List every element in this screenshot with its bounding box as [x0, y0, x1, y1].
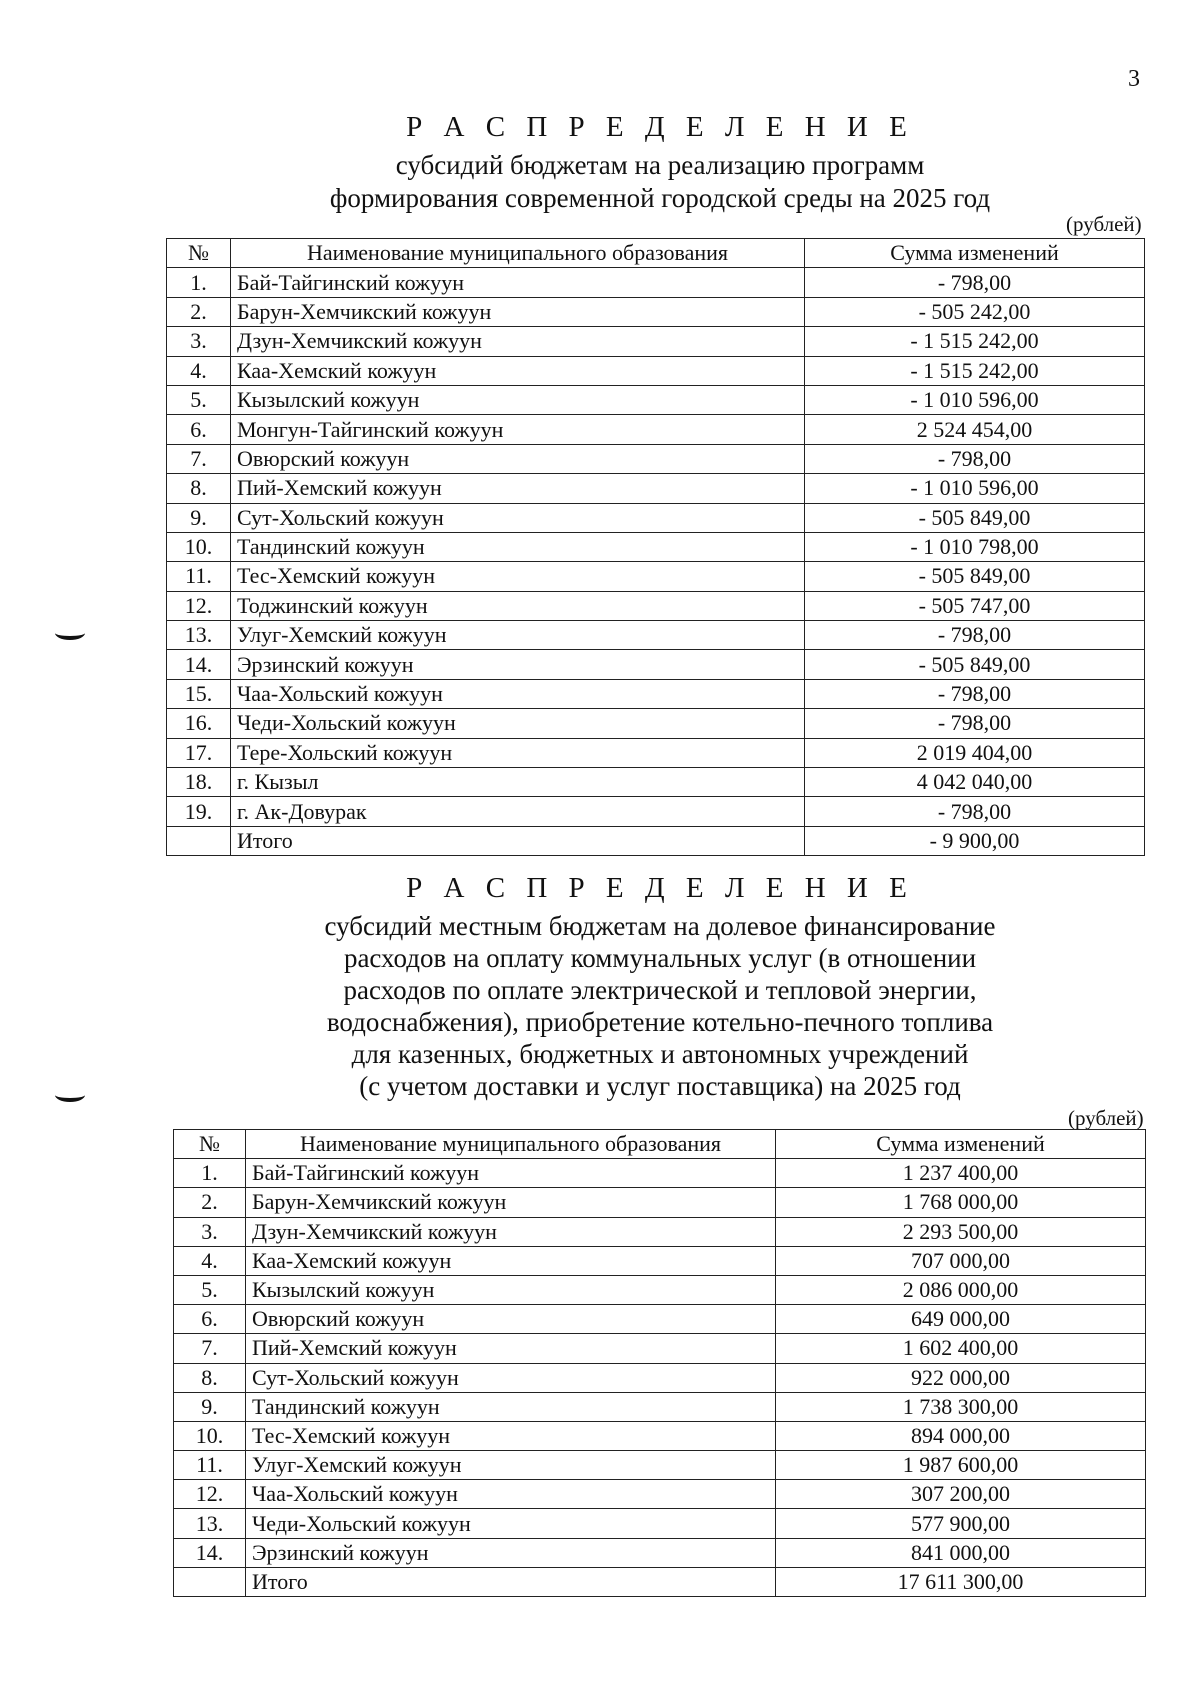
section1-unit-label: (рублей): [1066, 212, 1142, 236]
table-row: [174, 1305, 1146, 1334]
row-number: 4.: [174, 1246, 246, 1275]
row-number: 19.: [167, 797, 231, 826]
row-name: Барун-Хемчикский кожуун: [231, 297, 805, 326]
row-amount: 1 237 400,00: [776, 1159, 1146, 1188]
row-amount: - 1 010 798,00: [805, 532, 1145, 561]
table-row: [167, 797, 1145, 826]
row-amount: - 798,00: [805, 709, 1145, 738]
row-name: Кызылский кожуун: [231, 385, 805, 414]
section2-subtitle-line-6: (с учетом доставки и услуг поставщика) на 2025 год: [359, 1071, 961, 1101]
table-row: [167, 562, 1145, 591]
row-name: Каа-Хемский кожуун: [231, 356, 805, 385]
margin-mark-1: [55, 626, 85, 640]
row-amount: - 1 515 242,00: [805, 327, 1145, 356]
row-number: 10.: [174, 1421, 246, 1450]
section1-subtitle-line-1: субсидий бюджетам на реализацию программ: [395, 150, 925, 180]
row-amount: - 9 900,00: [805, 826, 1145, 855]
row-name: Дзун-Хемчикский кожуун: [246, 1217, 776, 1246]
table-row: [174, 1538, 1146, 1567]
table-row: [174, 1159, 1146, 1188]
row-name: Пий-Хемский кожуун: [231, 474, 805, 503]
row-number: 14.: [174, 1538, 246, 1567]
table-row: [174, 1188, 1146, 1217]
row-amount: - 1 010 596,00: [805, 474, 1145, 503]
table-row: [167, 503, 1145, 532]
section1-subtitle-line-2: формирования современной городской среды на 2025 год: [329, 183, 991, 213]
table-row: [167, 532, 1145, 561]
row-amount: - 798,00: [805, 679, 1145, 708]
row-name: Чеди-Хольский кожуун: [246, 1509, 776, 1538]
section2-subtitle-line-3: расходов по оплате электрической и тепловой энергии,: [343, 975, 977, 1005]
section2-heading: Р А С П Р Е Д Е Л Е Н И Е: [406, 872, 914, 904]
row-number: 3.: [174, 1217, 246, 1246]
row-amount: 894 000,00: [776, 1421, 1146, 1450]
row-number: 18.: [167, 768, 231, 797]
row-amount: 17 611 300,00: [776, 1567, 1146, 1596]
row-name: Тес-Хемский кожуун: [231, 562, 805, 591]
row-number: 3.: [167, 327, 231, 356]
table-row: [167, 444, 1145, 473]
row-number: 1.: [174, 1159, 246, 1188]
row-name: Сут-Хольский кожуун: [246, 1363, 776, 1392]
margin-mark-2: [55, 1088, 85, 1102]
table-row: [174, 1451, 1146, 1480]
row-number: 7.: [174, 1334, 246, 1363]
row-amount: 4 042 040,00: [805, 768, 1145, 797]
section2-subtitle-line-4: водоснабжения), приобретение котельно-печного топлива: [326, 1007, 994, 1037]
section1-header-row: [167, 239, 1145, 268]
row-name: Чаа-Хольский кожуун: [231, 679, 805, 708]
page-number: 3: [1128, 66, 1140, 92]
row-number: 9.: [167, 503, 231, 532]
row-amount: - 798,00: [805, 797, 1145, 826]
section2-header-number: №: [174, 1130, 246, 1159]
table-row: [174, 1480, 1146, 1509]
row-number: 12.: [167, 591, 231, 620]
row-name: Чаа-Хольский кожуун: [246, 1480, 776, 1509]
row-amount: - 505 849,00: [805, 562, 1145, 591]
section1-header-name: Наименование муниципального образования: [231, 239, 805, 268]
row-amount: 649 000,00: [776, 1305, 1146, 1334]
section2-header-row: [174, 1130, 1146, 1159]
row-name: Улуг-Хемский кожуун: [246, 1451, 776, 1480]
row-name: Тандинский кожуун: [231, 532, 805, 561]
table-row: [174, 1421, 1146, 1450]
row-amount: 2 293 500,00: [776, 1217, 1146, 1246]
row-name: г. Кызыл: [231, 768, 805, 797]
row-amount: 922 000,00: [776, 1363, 1146, 1392]
table-row: [167, 385, 1145, 414]
section1-table: [166, 238, 1145, 856]
table-row: [167, 415, 1145, 444]
row-name: Каа-Хемский кожуун: [246, 1246, 776, 1275]
table-row: [167, 474, 1145, 503]
row-number: 2.: [167, 297, 231, 326]
row-amount: 1 602 400,00: [776, 1334, 1146, 1363]
table-row: [174, 1363, 1146, 1392]
table-row: [167, 768, 1145, 797]
row-amount: 577 900,00: [776, 1509, 1146, 1538]
table-row: [167, 297, 1145, 326]
row-amount: - 798,00: [805, 444, 1145, 473]
row-name: Чеди-Хольский кожуун: [231, 709, 805, 738]
table-row: [167, 356, 1145, 385]
row-amount: 1 738 300,00: [776, 1392, 1146, 1421]
section2-subtitle-line-1: субсидий местным бюджетам на долевое финансирование: [324, 911, 996, 941]
row-number: 6.: [167, 415, 231, 444]
row-number: 4.: [167, 356, 231, 385]
row-number: [167, 826, 231, 855]
row-amount: 1 987 600,00: [776, 1451, 1146, 1480]
row-name: Тес-Хемский кожуун: [246, 1421, 776, 1450]
row-amount: - 1 010 596,00: [805, 385, 1145, 414]
row-name: Эрзинский кожуун: [231, 650, 805, 679]
row-number: 1.: [167, 268, 231, 297]
row-name: Итого: [231, 826, 805, 855]
row-number: 11.: [167, 562, 231, 591]
row-number: 8.: [167, 474, 231, 503]
row-amount: 2 019 404,00: [805, 738, 1145, 767]
section1-header-number: №: [167, 239, 231, 268]
row-name: Эрзинский кожуун: [246, 1538, 776, 1567]
row-number: 11.: [174, 1451, 246, 1480]
row-number: 7.: [167, 444, 231, 473]
row-number: 17.: [167, 738, 231, 767]
section2-subtitle-line-2: расходов на оплату коммунальных услуг (в отношении: [343, 943, 977, 973]
row-number: 8.: [174, 1363, 246, 1392]
row-number: 15.: [167, 679, 231, 708]
row-name: Дзун-Хемчикский кожуун: [231, 327, 805, 356]
row-amount: 841 000,00: [776, 1538, 1146, 1567]
row-name: г. Ак-Довурак: [231, 797, 805, 826]
row-name: Кызылский кожуун: [246, 1275, 776, 1304]
table-row: [174, 1275, 1146, 1304]
section2-total-row: [174, 1567, 1146, 1596]
row-number: [174, 1567, 246, 1596]
table-row: [167, 650, 1145, 679]
row-name: Сут-Хольский кожуун: [231, 503, 805, 532]
row-name: Пий-Хемский кожуун: [246, 1334, 776, 1363]
row-name: Монгун-Тайгинский кожуун: [231, 415, 805, 444]
row-name: Барун-Хемчикский кожуун: [246, 1188, 776, 1217]
row-amount: - 505 849,00: [805, 503, 1145, 532]
row-amount: 2 086 000,00: [776, 1275, 1146, 1304]
row-name: Тере-Хольский кожуун: [231, 738, 805, 767]
row-number: 13.: [167, 621, 231, 650]
table-row: [167, 268, 1145, 297]
section1-total-row: [167, 826, 1145, 855]
row-amount: - 505 242,00: [805, 297, 1145, 326]
section1-heading: Р А С П Р Е Д Е Л Е Н И Е: [406, 111, 914, 143]
row-amount: - 505 747,00: [805, 591, 1145, 620]
section2-header-amount: Сумма изменений: [776, 1130, 1146, 1159]
row-number: 13.: [174, 1509, 246, 1538]
table-row: [167, 327, 1145, 356]
row-amount: 2 524 454,00: [805, 415, 1145, 444]
table-row: [174, 1246, 1146, 1275]
section2-header-name: Наименование муниципального образования: [246, 1130, 776, 1159]
row-name: Тандинский кожуун: [246, 1392, 776, 1421]
row-amount: - 798,00: [805, 621, 1145, 650]
table-row: [174, 1392, 1146, 1421]
section1-header-amount: Сумма изменений: [805, 239, 1145, 268]
row-amount: - 798,00: [805, 268, 1145, 297]
row-number: 10.: [167, 532, 231, 561]
row-name: Тоджинский кожуун: [231, 591, 805, 620]
row-name: Улуг-Хемский кожуун: [231, 621, 805, 650]
row-number: 6.: [174, 1305, 246, 1334]
row-amount: - 1 515 242,00: [805, 356, 1145, 385]
row-amount: - 505 849,00: [805, 650, 1145, 679]
row-number: 14.: [167, 650, 231, 679]
row-number: 5.: [167, 385, 231, 414]
row-name: Овюрский кожуун: [231, 444, 805, 473]
section2-subtitle-line-5: для казенных, бюджетных и автономных учреждений: [351, 1039, 969, 1069]
row-number: 9.: [174, 1392, 246, 1421]
table-row: [174, 1217, 1146, 1246]
row-amount: 307 200,00: [776, 1480, 1146, 1509]
section2-unit-label: (рублей): [1068, 1106, 1144, 1130]
table-row: [167, 621, 1145, 650]
table-row: [167, 709, 1145, 738]
row-number: 12.: [174, 1480, 246, 1509]
row-name: Итого: [246, 1567, 776, 1596]
row-name: Овюрский кожуун: [246, 1305, 776, 1334]
table-row: [167, 679, 1145, 708]
table-row: [167, 591, 1145, 620]
table-row: [167, 738, 1145, 767]
row-number: 16.: [167, 709, 231, 738]
table-row: [174, 1509, 1146, 1538]
row-number: 5.: [174, 1275, 246, 1304]
section2-table: [173, 1129, 1146, 1597]
table-row: [174, 1334, 1146, 1363]
row-name: Бай-Тайгинский кожуун: [231, 268, 805, 297]
row-amount: 707 000,00: [776, 1246, 1146, 1275]
row-number: 2.: [174, 1188, 246, 1217]
row-name: Бай-Тайгинский кожуун: [246, 1159, 776, 1188]
row-amount: 1 768 000,00: [776, 1188, 1146, 1217]
